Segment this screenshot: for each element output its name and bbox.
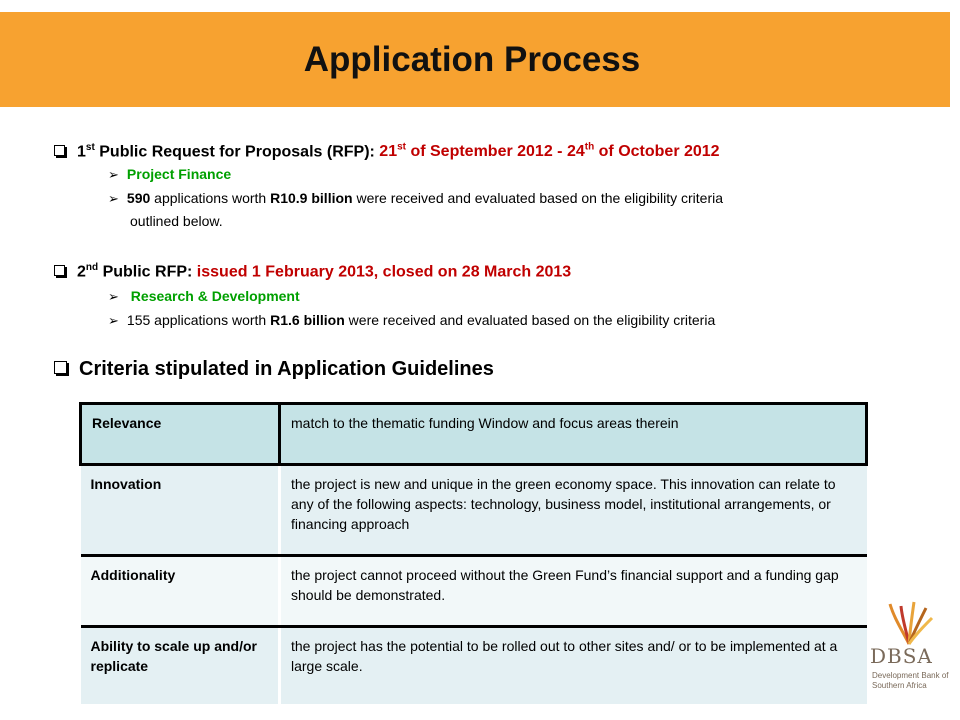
criteria-description: match to the thematic funding Window and focus areas therein xyxy=(280,404,867,465)
rfp1-heading: 1st Public Request for Proposals (RFP): 21st of September 2012 - 24th of October 2012 xyxy=(54,142,720,161)
square-bullet-icon xyxy=(54,361,67,374)
dbsa-logo xyxy=(870,600,950,700)
slide-title: Application Process xyxy=(303,39,641,79)
square-bullet-icon xyxy=(54,145,65,156)
rfp1-item-2: ➢ 590 applications worth R10.9 billion were received and evaluated based on the eligibility criteria xyxy=(108,190,724,206)
rfp1-dates: 21st of September 2012 - 24th of October 2012 xyxy=(379,142,720,161)
table-row xyxy=(81,627,867,705)
square-bullet-icon xyxy=(54,265,65,276)
logo-wordmark: DBSA xyxy=(870,644,933,668)
criteria-label: Additionality xyxy=(81,556,280,627)
rfp1-item-1: ➢ Project Finance xyxy=(108,166,232,182)
arrow-bullet-icon: ➢ xyxy=(108,191,119,206)
criteria-description: the project is new and unique in the green economy space. This innovation can relate to any of the following aspects: technology, business model, institutional arrangements, or financing approach xyxy=(280,465,867,556)
arrow-bullet-icon: ➢ xyxy=(108,289,119,304)
criteria-label: Innovation xyxy=(81,465,280,556)
table-row xyxy=(81,556,867,627)
criteria-table xyxy=(79,402,868,704)
criteria-label: Ability to scale up and/or replicate xyxy=(81,627,280,705)
arrow-bullet-icon: ➢ xyxy=(108,313,119,328)
dbsa-emblem-icon xyxy=(884,600,934,646)
rfp2-dates: issued 1 February 2013, closed on 28 March 2013 xyxy=(196,263,572,281)
criteria-description: the project has the potential to be rolled out to other sites and/ or to be implemented at a large scale. xyxy=(280,627,867,705)
title-banner xyxy=(0,12,950,107)
rfp2-item-2: ➢ 155 applications worth R1.6 billion were received and evaluated based on the eligibility criteria xyxy=(108,312,716,328)
rfp2-item-1: ➢ Research & Development xyxy=(108,288,300,304)
criteria-label: Relevance xyxy=(81,404,280,465)
criteria-heading: Criteria stipulated in Application Guidelines xyxy=(54,358,494,381)
rfp2-heading: 2nd Public RFP: issued 1 February 2013, closed on 28 March 2013 xyxy=(54,262,571,281)
rfp1-item-2-cont: outlined below. xyxy=(130,213,223,229)
logo-subtitle: Development Bank of Southern Africa xyxy=(872,671,949,690)
criteria-description: the project cannot proceed without the Green Fund’s financial support and a funding gap should be demonstrated. xyxy=(280,556,867,627)
table-row xyxy=(81,465,867,556)
arrow-bullet-icon: ➢ xyxy=(108,167,119,182)
table-row xyxy=(81,404,867,465)
